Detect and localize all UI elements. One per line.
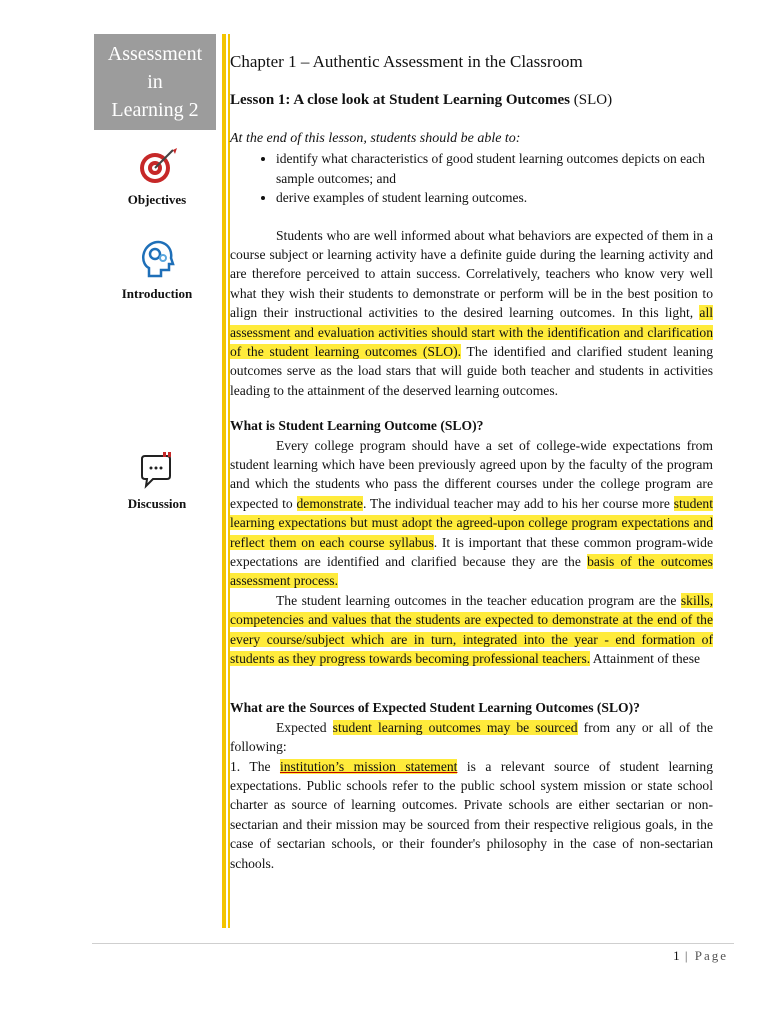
s1-text-b: . The individual teacher may add to his her course more: [362, 495, 670, 511]
sources-paragraph-1: [230, 718, 713, 757]
page-word: Page: [694, 948, 728, 963]
sidebar-item-label: Discussion: [127, 496, 187, 511]
intro-highlight: all assessment and evaluation activities should start with the identification and clarification of the student learning outcomes (SLO).: [230, 305, 713, 359]
s2-highlight: skills, competencies and values that the students are expected to demonstrate at the end of the every course/subject which are in turn, integrated into the year - end formation of students as they progress towards becoming professional teachers.: [230, 592, 713, 667]
lesson-title-text: Lesson 1: A close look at Student Learning Outcomes: [230, 92, 571, 108]
slo-paragraph-2: [230, 591, 713, 669]
s2-text-b: Attainment of these: [590, 651, 701, 667]
s3-text-a: Expected: [276, 719, 327, 735]
heading-what-is-slo: What is Student Learning Outcome (SLO)?: [230, 418, 484, 434]
sidebar-title-line-3: Learning 2: [111, 99, 199, 121]
target-icon: [135, 146, 179, 186]
sources-paragraph-2: [230, 757, 713, 873]
lesson-title: [230, 92, 713, 109]
s1-highlight-2: student learning expectations but must adopt the agreed-upon college program expectations and reflect them on each course syllabus: [230, 495, 713, 550]
intro-text-2: The identified and clarified student leaning outcomes serve as the load stars that will guide both teacher and students in activities leading to the attainment of the deserved learning outcomes.: [230, 343, 713, 398]
s1-text-c: . It is important that these common program-wide expectations are identified and clarified because they are the: [230, 534, 713, 569]
page-number: 1: [673, 948, 680, 963]
list-item: • identify what characteristics of good student learning outcomes depicts on each sample outcomes; and: [276, 149, 713, 188]
sidebar-title: [94, 34, 216, 130]
sidebar-item-label: Introduction: [121, 286, 193, 301]
speech-bubble-icon: [137, 450, 177, 490]
main-content: [230, 52, 713, 873]
footer-divider: [92, 943, 734, 944]
sidebar-item-introduction: [100, 236, 214, 302]
heading-sources-slo: What are the Sources of Expected Student Learning Outcomes (SLO)?: [230, 700, 640, 716]
chapter-title: Chapter 1 – Authentic Assessment in the Classroom: [230, 52, 583, 71]
sidebar-title-line-2: in: [147, 71, 163, 93]
intro-text-1: Students who are well informed about what behaviors are expected of them in a course subject or learning activity have a definite guide during the learning activity and are therefore perceived to attain success. Correlatively, teachers who know very well what they wish their students to demonstrate or perform will be in the best position to align their instructional activities to the desired learning outcomes. In this light,: [230, 227, 713, 321]
sidebar-item-objectives: [100, 146, 214, 208]
lesson-abbrev: (SLO): [573, 92, 613, 108]
head-gears-icon: [135, 236, 179, 280]
s4-text-b: is a relevant source of student learning expectations. Public schools refer to the public school system mission or state school charter as source of learning outcomes. Private schools are either sectarian or non-sectarian and their mission may be sourced from their respective religious goals, in the case of sectarian schools, or their founder's philosophy in the case of non-sectarian schools.: [230, 758, 713, 871]
s4-text-a: 1. The: [230, 758, 271, 774]
s1-text-a: Every college program should have a set of college-wide expectations from student learning which have been previously agreed upon by the faculty of the program and which the students who pass the different courses under the college program are expected to: [230, 437, 713, 511]
s2-text-a: The student learning outcomes in the teacher education program are the: [276, 592, 677, 608]
s1-highlight-3: basis of the outcomes assessment process.: [230, 554, 713, 589]
objectives-list: [230, 149, 713, 208]
objectives-intro: At the end of this lesson, students should be able to:: [230, 131, 521, 146]
s1-highlight-1: demonstrate: [296, 495, 363, 511]
s3-text-b: from any or all of the following:: [230, 719, 713, 755]
accent-bar: [222, 34, 226, 928]
list-item: • derive examples of student learning outcomes.: [276, 188, 713, 208]
introduction-paragraph: [230, 226, 713, 401]
sidebar-item-label: Objectives: [127, 192, 187, 207]
slo-paragraph-1: [230, 436, 713, 591]
s3-highlight: student learning outcomes may be sourced: [332, 719, 578, 735]
page-footer: 1 | Page: [673, 948, 728, 963]
sidebar-item-discussion: [100, 450, 214, 512]
sidebar-title-line-1: Assessment: [107, 43, 203, 65]
s4-highlight: institution’s mission statement: [279, 758, 458, 774]
